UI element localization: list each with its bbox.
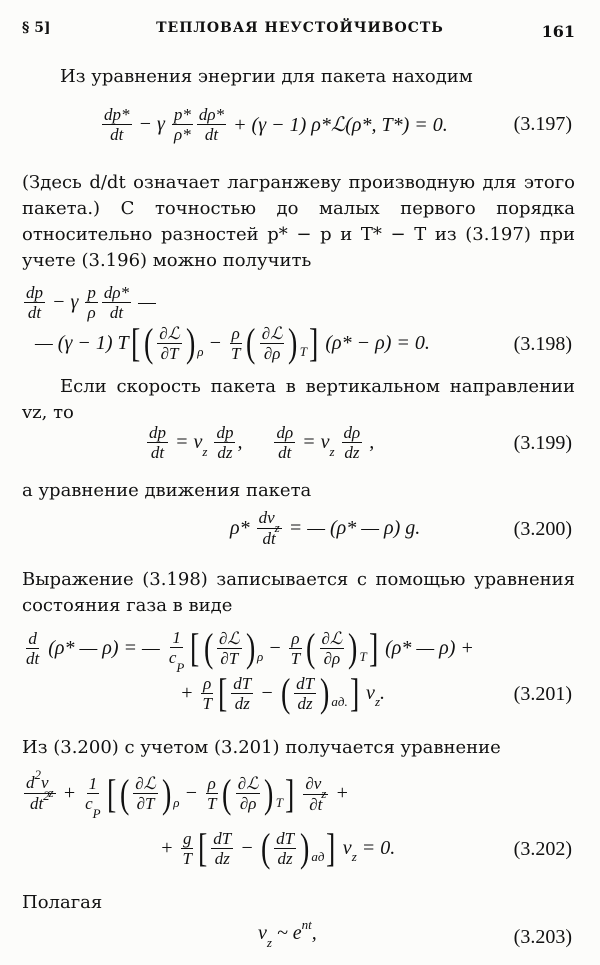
- denominator: [213, 849, 232, 868]
- math-text: dz: [234, 693, 250, 713]
- equation-line: [22, 767, 349, 821]
- section-mark: § 5]: [22, 20, 51, 36]
- math-text: [207, 431, 212, 454]
- subscript: T: [275, 794, 284, 810]
- denominator: [218, 649, 240, 668]
- math-text: ρ: [203, 673, 212, 693]
- math-text: ∂ρ: [323, 648, 341, 668]
- numerator: [181, 829, 194, 849]
- numerator: [26, 629, 39, 649]
- equation-line: [22, 625, 474, 675]
- superscript: 2: [43, 788, 50, 803]
- equation-line: [100, 105, 448, 144]
- subscript: z: [329, 443, 335, 459]
- math-text: +: [180, 681, 199, 704]
- math-text: = v: [297, 431, 330, 453]
- denominator: [276, 443, 293, 462]
- math-text: = — (ρ* — ρ) g.: [283, 516, 421, 539]
- numerator: [85, 283, 98, 303]
- subscript: ρ: [256, 649, 264, 664]
- denominator: [262, 344, 283, 363]
- math-text: ∂ℒ: [135, 774, 156, 793]
- bracket: (: [280, 670, 291, 715]
- math-text: T: [182, 848, 192, 868]
- numerator: [87, 774, 100, 794]
- math-text: = 0.: [356, 836, 396, 859]
- fraction: [342, 423, 363, 462]
- bracket: ]: [309, 320, 319, 365]
- equation-number: (3.202): [513, 838, 572, 860]
- math-text: ρ*: [230, 516, 255, 539]
- denominator: [203, 125, 220, 144]
- math-text: ∂v: [305, 773, 322, 793]
- numerator: [342, 423, 363, 443]
- math-text: ∂ℒ: [261, 323, 283, 343]
- subscript: T: [299, 344, 308, 359]
- math-text: dz: [217, 443, 233, 462]
- denominator: [296, 694, 315, 713]
- math-text: dT: [213, 828, 232, 848]
- numerator: [260, 324, 285, 344]
- denominator: [167, 648, 187, 675]
- math-text: dT: [296, 673, 315, 693]
- denominator: [205, 794, 218, 813]
- paragraph: Полагая: [22, 892, 103, 913]
- equation-line: [145, 423, 374, 462]
- denominator: [342, 443, 361, 462]
- math-text: −: [235, 836, 259, 859]
- paragraph: Из (3.200) с учетом (3.201) получается уравнение: [22, 737, 501, 758]
- equation-number: (3.197): [513, 113, 572, 135]
- paragraph: Выражение (3.198) записывается с помощью уравнения состояния газа в виде: [22, 569, 575, 616]
- denominator: [26, 303, 43, 322]
- math-text: + (γ − 1) ρ*ℒ(ρ*, T*) = 0.: [228, 114, 448, 136]
- equation-number: (3.198): [513, 333, 572, 355]
- equation-number: (3.200): [513, 518, 572, 540]
- subscript: z: [374, 694, 380, 709]
- math-text: dT: [276, 828, 295, 848]
- subscript: ρ: [173, 794, 180, 810]
- denominator: [229, 344, 242, 363]
- math-text: (ρ* — ρ) +: [380, 636, 474, 659]
- math-text: ,: [311, 922, 317, 944]
- math-text: ∂ρ: [239, 794, 257, 813]
- math-text: −: [255, 681, 279, 704]
- subscript: ад: [311, 849, 325, 864]
- math-text: dt: [26, 648, 40, 668]
- denominator: [322, 649, 343, 668]
- math-text: dT: [233, 673, 252, 693]
- math-text: dz: [297, 693, 313, 713]
- fraction: [172, 105, 193, 144]
- denominator: [201, 694, 214, 713]
- denominator: [108, 125, 125, 144]
- numerator: [206, 774, 218, 794]
- math-text: ∂ℒ: [159, 323, 180, 343]
- subscript: T: [359, 649, 367, 664]
- equation-number: (3.203): [513, 926, 572, 948]
- denominator: [276, 849, 295, 868]
- math-text: v: [337, 836, 352, 859]
- bracket: ]: [326, 825, 336, 870]
- fraction: [320, 629, 345, 668]
- fraction: [229, 324, 242, 363]
- running-title: ТЕПЛОВАЯ НЕУСТОЙЧИВОСТЬ: [156, 20, 444, 36]
- equation-line: [230, 508, 420, 548]
- fraction: [24, 629, 41, 668]
- math-text: g: [182, 828, 192, 848]
- numerator: [214, 423, 235, 443]
- math-text: (ρ* − ρ) = 0.: [320, 331, 430, 354]
- bracket: (: [203, 625, 213, 670]
- math-text: ∂ℒ: [237, 774, 259, 793]
- math-text: ∂T: [220, 648, 239, 668]
- numerator: [289, 629, 301, 649]
- math-text: —: [133, 291, 156, 313]
- numerator: [257, 508, 282, 535]
- fraction: [205, 774, 218, 813]
- fraction: [102, 283, 131, 322]
- denominator: [233, 694, 252, 713]
- subscript: z: [48, 785, 54, 800]
- math-text: ~ e: [271, 922, 302, 944]
- numerator: [102, 105, 132, 125]
- math-text: ∂T: [160, 343, 179, 363]
- denominator: [181, 849, 194, 868]
- bracket: (: [143, 320, 154, 365]
- math-text: dz: [344, 443, 360, 462]
- paragraph: Если скорость пакета в вертикальном направлении vz, то: [22, 376, 575, 423]
- math-text: .: [380, 681, 385, 704]
- fraction: [197, 105, 226, 144]
- bracket: (: [246, 320, 256, 365]
- math-text: 1: [88, 773, 98, 793]
- numerator: [147, 423, 168, 443]
- fraction: [294, 674, 316, 713]
- math-text: 1: [172, 628, 181, 647]
- equation-number: (3.199): [513, 432, 572, 454]
- bracket: ): [185, 320, 196, 365]
- math-text: dt: [27, 303, 42, 322]
- denominator: [238, 794, 259, 813]
- fraction: [24, 767, 56, 814]
- math-text: dp: [26, 283, 43, 302]
- subscript: z: [274, 520, 280, 535]
- math-text: ∂ρ: [263, 343, 281, 363]
- numerator: [102, 283, 131, 303]
- bracket: (: [260, 825, 271, 870]
- paragraph: а уравнение движения пакета: [22, 480, 312, 501]
- subscript: ад.: [331, 694, 348, 709]
- numerator: [172, 105, 193, 125]
- denominator: [159, 344, 181, 363]
- math-text: −: [203, 331, 227, 354]
- bracket: ]: [349, 670, 360, 715]
- math-text: — (γ − 1) T: [35, 331, 129, 354]
- fraction: [167, 628, 187, 675]
- denominator: [108, 303, 125, 322]
- math-text: dρ: [343, 423, 361, 442]
- math-text: (ρ* — ρ) = —: [43, 636, 165, 659]
- math-text: dt: [110, 125, 124, 144]
- fraction: [231, 674, 253, 713]
- numerator: [24, 283, 45, 303]
- math-text: v: [41, 773, 49, 792]
- bracket: ]: [368, 625, 379, 670]
- numerator: [24, 767, 56, 800]
- denominator: [83, 793, 103, 821]
- denominator: [86, 303, 98, 322]
- numerator: [157, 324, 182, 344]
- subscript: ρ: [197, 344, 204, 359]
- math-text: +: [330, 782, 349, 804]
- math-text: [335, 431, 340, 454]
- subscript: z: [266, 934, 272, 950]
- fraction: [303, 774, 328, 814]
- bracket: [: [190, 625, 200, 670]
- bracket: [: [130, 320, 140, 365]
- denominator: [149, 443, 166, 462]
- fraction: [102, 105, 132, 144]
- bracket: ): [264, 770, 274, 816]
- math-text: T: [231, 343, 241, 363]
- numerator: [217, 629, 242, 649]
- math-text: ρ: [231, 323, 240, 343]
- math-text: −: [263, 636, 287, 659]
- equation-line: [22, 283, 156, 322]
- math-text: +: [57, 782, 82, 804]
- paragraph: (Здесь d/dt означает лагранжеву производную для этого пакета.) С точностью до малых первого порядка относительно разностей p* − p и T* − T из (3.197) при учете (3.196) можно получить: [22, 172, 575, 271]
- fraction: [260, 324, 285, 363]
- bracket: (: [119, 770, 130, 816]
- fraction: [236, 774, 261, 813]
- math-text: d: [26, 773, 35, 792]
- math-text: − γ: [133, 113, 170, 135]
- math-text: ρ: [291, 628, 300, 648]
- math-text: ∂T: [136, 794, 155, 813]
- subscript: z: [202, 443, 208, 459]
- denominator: [289, 649, 302, 668]
- fraction: [181, 829, 194, 868]
- fraction: [217, 629, 242, 668]
- math-text: dρ*: [103, 283, 130, 302]
- numerator: [133, 774, 158, 794]
- bracket: ): [300, 825, 310, 870]
- math-text: dv: [258, 508, 275, 527]
- math-text: ,: [237, 431, 273, 453]
- fraction: [257, 508, 282, 548]
- fraction: [211, 829, 233, 868]
- math-text: dz: [214, 848, 230, 868]
- numerator: [274, 829, 296, 849]
- bracket: (: [222, 770, 232, 816]
- numerator: [197, 105, 226, 125]
- fraction: [85, 283, 98, 322]
- bracket: ): [161, 770, 172, 816]
- equation-line: [180, 670, 385, 715]
- math-text: dt: [150, 443, 165, 462]
- bracket: ): [348, 625, 358, 670]
- math-text: T: [207, 794, 217, 813]
- subscript: P: [92, 805, 101, 821]
- denominator: [135, 794, 157, 813]
- math-text: dρ: [276, 423, 294, 442]
- fraction: [83, 773, 103, 821]
- fraction: [214, 423, 235, 462]
- math-text: T: [290, 648, 301, 668]
- math-text: − γ: [47, 291, 84, 313]
- bracket: [: [217, 670, 228, 715]
- math-text: dp*: [104, 105, 130, 124]
- math-text: T: [202, 693, 212, 713]
- math-text: ρ*: [174, 125, 191, 144]
- math-text: c: [168, 648, 177, 667]
- numerator: [231, 674, 253, 694]
- math-text: dz: [277, 848, 293, 868]
- fraction: [147, 423, 168, 462]
- math-text: dt: [109, 303, 124, 322]
- subscript: P: [176, 660, 185, 675]
- math-text: v: [258, 922, 267, 944]
- superscript: 2: [34, 767, 41, 782]
- math-text: c: [85, 793, 93, 813]
- numerator: [201, 674, 213, 694]
- math-text: +: [160, 836, 179, 859]
- denominator: [24, 649, 41, 668]
- math-text: dρ*: [198, 105, 225, 124]
- math-text: ∂t: [309, 794, 323, 814]
- equation-line: [160, 825, 396, 870]
- bracket: [: [197, 825, 208, 870]
- paragraph: Из уравнения энергии для пакета находим: [60, 66, 473, 87]
- math-text: ρ: [207, 774, 216, 793]
- math-text: d: [28, 628, 37, 648]
- fraction: [289, 629, 302, 668]
- page-number: 161: [541, 22, 575, 41]
- numerator: [274, 423, 295, 443]
- subscript: z: [351, 849, 357, 864]
- math-text: = v: [170, 431, 203, 453]
- fraction: [157, 324, 182, 363]
- numerator: [170, 628, 183, 648]
- math-text: ρ: [87, 303, 96, 322]
- math-text: ∂ℒ: [218, 628, 240, 648]
- math-text: [296, 782, 301, 805]
- fraction: [201, 674, 214, 713]
- math-text: ,: [364, 431, 375, 453]
- numerator: [320, 629, 345, 649]
- math-text: dt: [204, 125, 219, 144]
- numerator: [211, 829, 233, 849]
- bracket: ): [245, 625, 255, 670]
- equation-line: [35, 320, 430, 365]
- numerator: [230, 324, 242, 344]
- math-text: −: [179, 782, 203, 804]
- equation-number: (3.201): [513, 683, 572, 705]
- fraction: [274, 829, 296, 868]
- math-text: ∂ℒ: [321, 628, 343, 648]
- fraction: [133, 774, 158, 813]
- equation-line: [258, 916, 317, 950]
- math-text: dt: [262, 529, 276, 548]
- numerator: [294, 674, 316, 694]
- denominator: [172, 125, 193, 144]
- fraction: [24, 283, 45, 322]
- math-text: v: [361, 681, 375, 704]
- math-text: dp: [216, 423, 234, 442]
- numerator: [236, 774, 261, 794]
- bracket: ): [288, 320, 298, 365]
- math-text: p: [87, 283, 96, 302]
- fraction: [274, 423, 295, 462]
- bracket: (: [306, 625, 316, 670]
- numerator: [303, 773, 328, 801]
- math-text: p*: [173, 105, 191, 124]
- math-text: dt: [29, 794, 44, 813]
- math-text: dp: [149, 423, 166, 442]
- superscript: nt: [301, 916, 312, 932]
- denominator: [215, 443, 234, 462]
- bracket: [: [106, 770, 116, 816]
- subscript: z: [321, 785, 327, 801]
- bracket: ): [320, 670, 330, 715]
- math-text: dt: [278, 443, 292, 462]
- bracket: ]: [285, 770, 295, 816]
- denominator: [28, 788, 52, 814]
